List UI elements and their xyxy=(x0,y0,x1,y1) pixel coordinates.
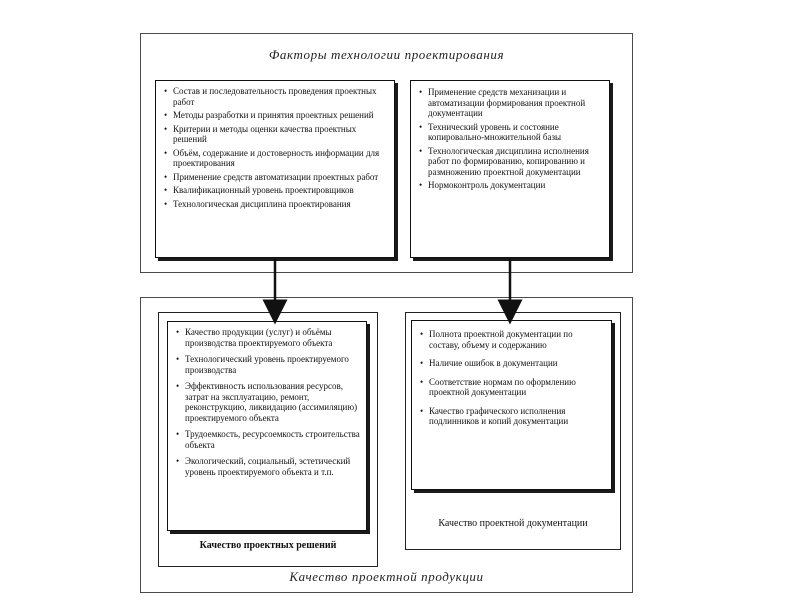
documentation-quality-list xyxy=(412,321,611,427)
list-item: • Трудоемкость, ресурсоемкость строительства объекта xyxy=(176,429,360,450)
design-factors-box xyxy=(155,80,395,258)
list-item: • Технологический уровень проектируемого производства xyxy=(176,354,360,375)
list-item: • Критерии и методы оценки качества проектных решений xyxy=(164,124,388,145)
design-decisions-quality-caption: Качество проектных решений xyxy=(199,540,337,551)
list-item: • Технологическая дисциплина исполнения работ по формированию, копированию и размножению проектной документации xyxy=(419,146,603,178)
list-item: • Полнота проектной документации по составу, объему и содержанию xyxy=(420,329,605,350)
design-decisions-quality-box xyxy=(167,321,367,531)
design-decisions-quality-list xyxy=(168,322,366,477)
list-item: • Технический уровень и состояние копировально-множительной базы xyxy=(419,122,603,143)
documentation-factors-box xyxy=(410,80,610,258)
list-item: • Нормоконтроль документации xyxy=(419,180,603,191)
list-item: • Экологический, социальный, эстетический уровень проектируемого объекта и т.п. xyxy=(176,456,360,477)
documentation-quality-caption: Качество проектной документации xyxy=(438,518,588,529)
documentation-quality-box xyxy=(411,320,612,490)
list-item: • Технологическая дисциплина проектирования xyxy=(164,199,388,210)
list-item: • Состав и последовательность проведения проектных работ xyxy=(164,86,388,107)
list-item: • Объём, содержание и достоверность информации для проектирования xyxy=(164,148,388,169)
design-output-quality-title: Качество проектной продукции xyxy=(289,569,484,584)
technology-factors-title: Факторы технологии проектирования xyxy=(268,47,505,62)
list-item: • Эффективность использования ресурсов, затрат на эксплуатацию, ремонт, реконструкцию, ликвидацию (ассимиляцию) проектируемого объекта xyxy=(176,381,360,423)
list-item: • Квалификационный уровень проектировщиков xyxy=(164,185,388,196)
list-item: • Качество графического исполнения подлинников и копий документации xyxy=(420,406,605,427)
design-factors-list xyxy=(156,81,394,209)
list-item: • Применение средств механизации и автоматизации формирования проектной документации xyxy=(419,87,603,119)
list-item: • Методы разработки и принятия проектных решений xyxy=(164,110,388,121)
list-item: • Применение средств автоматизации проектных работ xyxy=(164,172,388,183)
list-item: • Качество продукции (услуг) и объёмы производства проектируемого объекта xyxy=(176,327,360,348)
list-item: • Наличие ошибок в документации xyxy=(420,358,605,369)
documentation-factors-list xyxy=(411,81,609,191)
list-item: • Соответствие нормам по оформлению проектной документации xyxy=(420,377,605,398)
